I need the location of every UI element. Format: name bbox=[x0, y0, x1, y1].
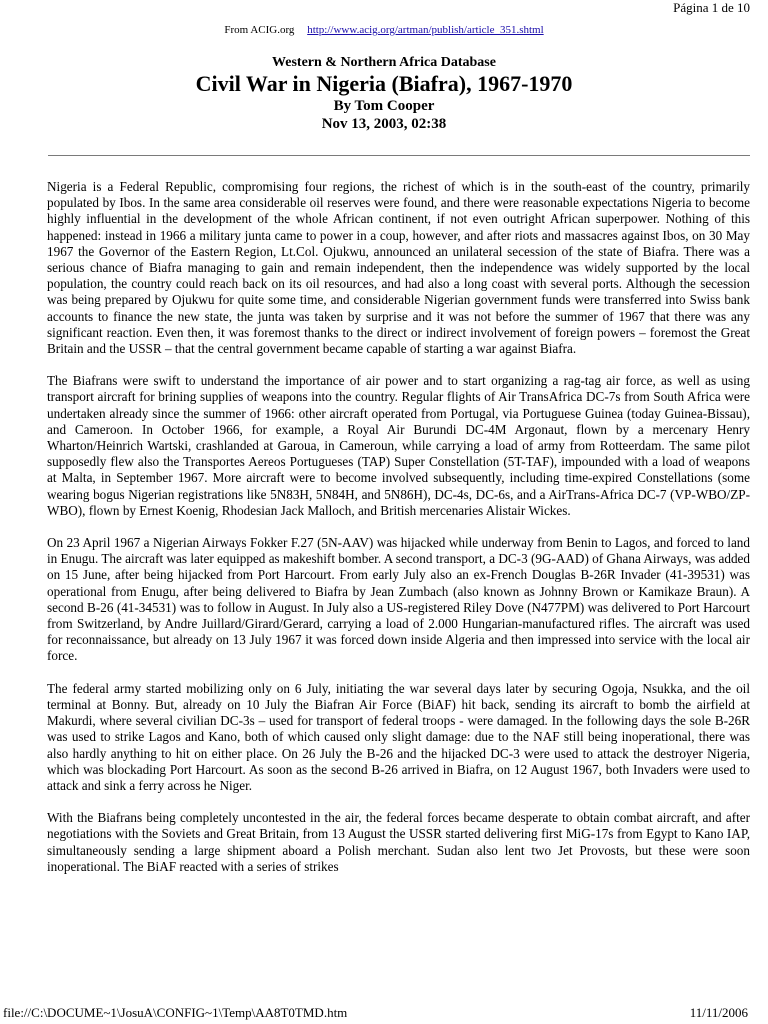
article-title: Civil War in Nigeria (Biafra), 1967-1970 bbox=[195, 71, 573, 96]
paragraph: On 23 April 1967 a Nigerian Airways Fokker F.27 (5N-AAV) was hijacked while underway from Benin to Lagos, and forced to land in Enugu. The aircraft was later equipped as makeshift bomber. A second transport, a DC-3 (9G-AAD) of Ghana Airways, was added on 15 June, after being hijacked from Port Harcourt. From early July also an ex-French Douglas B-26R Invader (41-39531) was operational from Enugu, after being delivered to Biafra by Jean Zumbach (also known as Johnny Brown or Kamikaze Braun). A second B-26 (41-34531) was to follow in August. In July also a US-registered Riley Dove (N477PM) was delivered to Port Harcourt from Switzerland, by Andre Juillard/Girard/Gerard, carrying a load of 2.000 Hungarian-manufactured rifles. The aircraft was used for reconnaissance, but already on 13 July 1967 it was forced down inside Algeria and then impressed into service with the local air force. bbox=[47, 535, 750, 664]
footer-file-path: file://C:\DOCUME~1\JosuA\CONFIG~1\Temp\AA8T0TMD.htm bbox=[3, 1005, 348, 1020]
article-header bbox=[0, 54, 768, 133]
source-label: From ACIG.org bbox=[224, 24, 295, 36]
database-name: Western & Northern Africa Database bbox=[272, 55, 496, 70]
page-number: Página 1 de 10 bbox=[673, 0, 750, 15]
article-byline: By Tom Cooper bbox=[333, 98, 435, 114]
source-line bbox=[0, 22, 768, 38]
paragraph: The federal army started mobilizing only on 6 July, initiating the war several days later by securing Ogoja, Nsukka, and the oil terminal at Bonny. But, already on 10 July the Biafran Air Force (BiAF) hit back, sending its aircraft to bomb the airfield at Makurdi, where several civilian DC-3s – used for transport of federal troops - were damaged. In the following days the sole B-26R was used to strike Lagos and Kano, both of which caused only slight damage: due to the NAF still being inoperational, there was also hardly anything to hit on either place. On 26 July the B-26 and the hijacked DC-3 were used to attack the destroyer Nigeria, which was blockading Port Harcourt. As soon as the second B-26 arrived in Biafra, on 12 August 1967, both Invaders were used to attack and sink a ferry across he Niger. bbox=[47, 680, 750, 793]
paragraph: Nigeria is a Federal Republic, compromising four regions, the richest of which is in the south-east of the country, primarily populated by Ibos. In the same area considerable oil reserves were found, and there were reasonable expectations Nigeria to become highly influential in the development of the whole African continent, if not even outright African superpower. Nothing of this happened: instead in 1966 a military junta came to power in a coup, however, and after riots and massacres against Ibos, on 30 May 1967 the Governor of the Eastern Region, Lt.Col. Ojukwu, announced an unilateral secession of the state of Biafra. There was a serious chance of Biafra managing to gain and remain independent, then the independence was widely supported by the local population, the country could reach back on its oil resources, and had also a long coast with several ports. Although the secession was being prepared by Ojukwu for quite some time, and considerable Nigerian government funds were transferred into Swiss bank accounts to finance the new state, the junta was taken by surprise and it was not before the summer of 1967 that there was any significant reaction. Even then, it was foremost thanks to the direct or indirect involvement of foreign powers – foremost the Great Britain and the USSR – that the central government became capable of starting a war against Biafra. bbox=[47, 179, 750, 357]
footer-print-date: 11/11/2006 bbox=[689, 1005, 748, 1020]
header-divider bbox=[48, 155, 750, 156]
article-date: Nov 13, 2003, 02:38 bbox=[321, 116, 447, 132]
paragraph: With the Biafrans being completely uncontested in the air, the federal forces became desperate to obtain combat aircraft, and after negotiations with the Soviets and Great Britain, from 13 August the USSR started delivering first MiG-17s from Egypt to Kano IAP, simultaneously sending a large shipment aboard a Polish merchant. Sudan also lent two Jet Provosts, but these were soon inoperational. The BiAF reacted with a series of strikes bbox=[47, 810, 750, 874]
article-body bbox=[47, 179, 750, 976]
source-url-link[interactable]: http://www.acig.org/artman/publish/article_351.shtml bbox=[307, 24, 544, 36]
paragraph: The Biafrans were swift to understand the importance of air power and to start organizing a rag-tag air force, as well as using transport aircraft for brining supplies of weapons into the country. Regular flights of Air TransAfrica DC-7s from South Africa were undertaken already since the summer of 1966: other aircraft operated from Portugal, via Portuguese Guinea (today Guinea-Bissau), and Cameroon. In October 1966, for example, a Royal Air Burundi DC-4M Argonaut, flown by a mercenary Henry Wharton/Heinrich Wartski, crashlanded at Garoua, in Cameroun, while carrying a load of army from Rotteerdam. The same pilot supposedly flew also the Transportes Aereos Portugueses (TAP) Super Constellation (5T-TAF), impounded with a load of weapons at Malta, in September 1967. More aircraft were to become involved subsequently, including time-expired Constellations (some wearing bogus Nigerian registrations like 5N83H, 5N84H, and 5N86H), DC-4s, DC-6s, and a AirTrans-Africa DC-7 (VP-WBO/ZP-WBO), flown by Ernest Koenig, Rhodesian Jack Malloch, and British mercenaries Alistair Wickes. bbox=[47, 373, 750, 518]
